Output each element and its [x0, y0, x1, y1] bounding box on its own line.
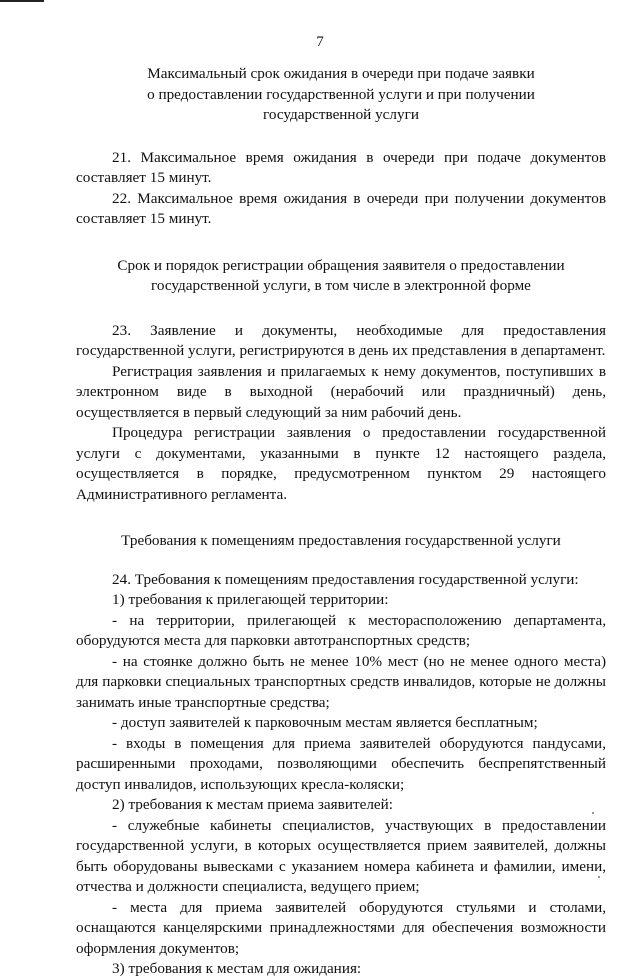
heading-line: Требования к помещениям предоставления государственной услуги — [121, 532, 561, 549]
list-item-furniture: - места для приема заявителей оборудуются стульями и столами, оснащаются канцелярскими принадлежностями для обеспечения возможности оформления документов; — [76, 898, 606, 957]
section-heading-premises — [76, 531, 606, 552]
list-item-offices: - служебные кабинеты специалистов, участвующих в предоставлении государственной услуги, в которых осуществляется прием заявителей, должны быть оборудованы вывесками с указанием номера кабинета и фамилии, имени, отчества и должности специалиста, ведущего прием; — [76, 816, 606, 895]
scan-speck — [592, 812, 594, 814]
scan-speck — [598, 876, 600, 878]
list-item-reception-places: 2) требования к местам приема заявителей: — [112, 796, 393, 813]
list-item-territory: 1) требования к прилегающей территории: — [112, 591, 389, 608]
page-number: 7 — [316, 34, 324, 50]
paragraph-24: 24. Требования к помещениям предоставления государственной услуги: — [112, 570, 579, 588]
list-item-ramps: - входы в помещения для приема заявителей оборудуются пандусами, расширенными проходами, позволяющими обеспечить беспрепятственный доступ инвалидов, использующих кресла-коляски; — [76, 734, 606, 793]
paragraph-registration-electronic: Регистрация заявления и прилагаемых к нему документов, поступивших в электронном виде в выходной (нерабочий или праздничный) день, осуществляется в первый следующий за ним рабочий день. — [76, 362, 606, 421]
list-item-parking: - на территории, прилегающей к месторасположению департамента, оборудуются места для парковки автотранспортных средств; — [76, 611, 606, 649]
paragraph-registration-procedure: Процедура регистрации заявления о предоставлении государственной услуги с документами, указанными в пункте 12 настоящего раздела, осуществляется в порядке, предусмотренном пунктом 29 настоящего Административного регламента. — [76, 424, 606, 503]
paragraph-23: 23. Заявление и документы, необходимые для предоставления государственной услуги, регистрируются в день их представления в департамент. — [76, 321, 606, 359]
heading-line: Максимальный срок ожидания в очереди при подаче заявки — [147, 65, 535, 82]
corner-scan-mark — [0, 0, 44, 2]
paragraph-21: 21. Максимальное время ожидания в очереди при подаче документов составляет 15 минут. — [76, 148, 606, 186]
list-item-disabled-parking: - на стоянке должно быть не менее 10% мест (но не менее одного места) для парковки специальных транспортных средств инвалидов, которые не должны занимать иные транспортные средства; — [76, 652, 606, 711]
section-heading-queue-time — [76, 64, 606, 126]
heading-line: государственной услуги — [263, 106, 419, 123]
document-body — [76, 64, 606, 980]
heading-line: Срок и порядок регистрации обращения заявителя о предоставлении — [117, 256, 565, 274]
heading-line: государственной услуги, в том числе в электронной форме — [151, 277, 531, 294]
heading-line: о предоставлении государственной услуги и при получении — [147, 85, 535, 103]
list-item-free-access: - доступ заявителей к парковочным местам является бесплатным; — [112, 714, 538, 731]
paragraph-22: 22. Максимальное время ожидания в очереди при получении документов составляет 15 минут. — [76, 189, 606, 227]
section-heading-registration — [76, 256, 606, 297]
list-item-waiting-places: 3) требования к местам для ожидания: — [112, 960, 362, 977]
